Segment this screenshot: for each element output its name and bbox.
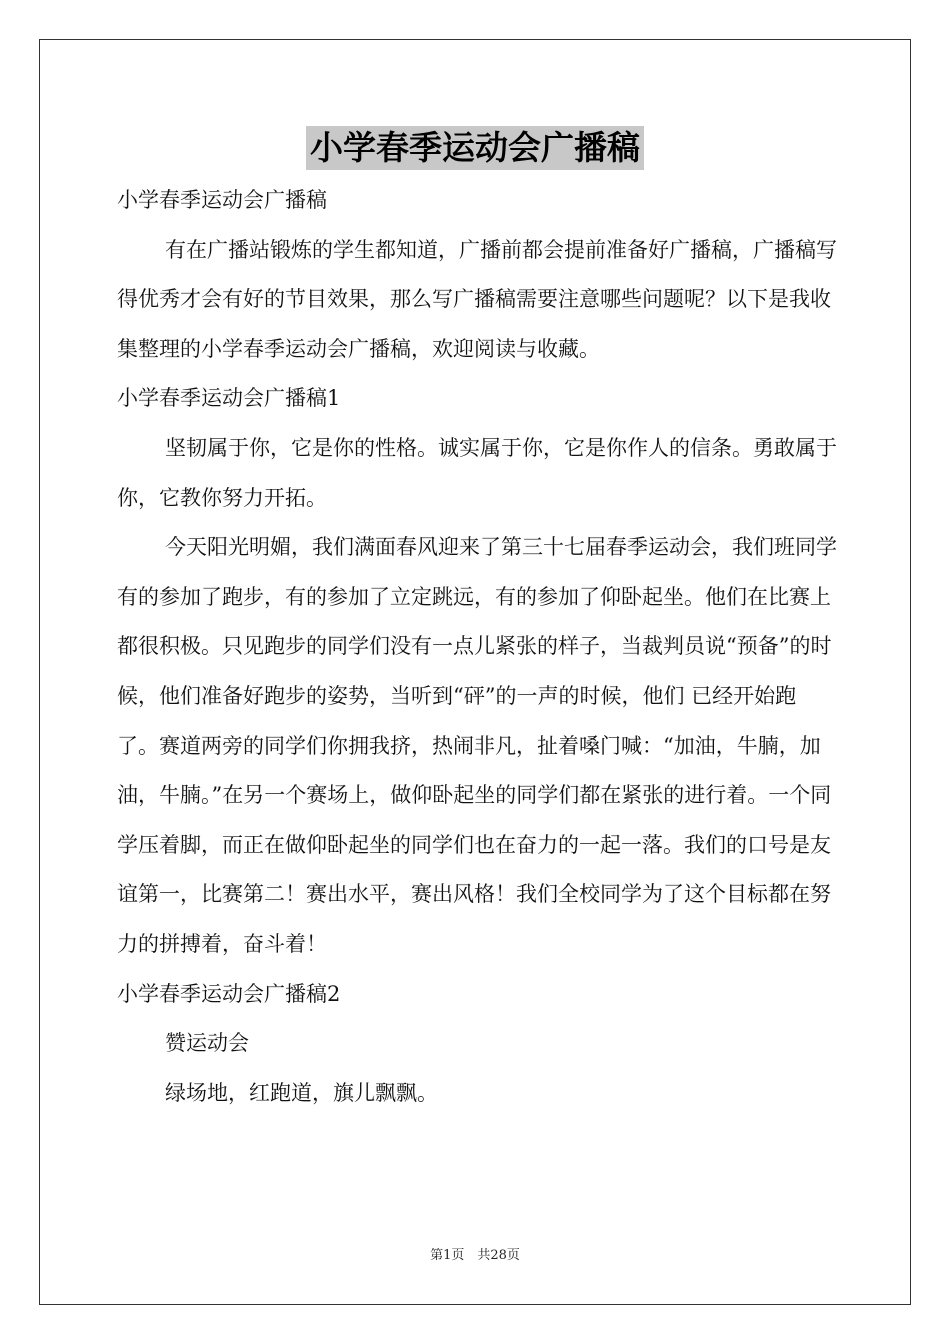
section-heading: 小学春季运动会广播稿2 [117, 981, 341, 1006]
document-body [117, 176, 837, 1118]
paragraph: 赞运动会 [165, 1031, 249, 1056]
paragraph: 今天阳光明媚，我们满面春风迎来了第三十七届春季运动会，我们班同学有的参加了跑步，有的参加了立定跳远，有的参加了仰卧起坐。他们在比赛上都很积极。只见跑步的同学们没有一点儿紧张的样子，当裁判员说“预备”的时候，他们准备好跑步的姿势，当听到“砰”的一声的时候，他们 已经开始跑了。赛道两旁的同学们你拥我挤，热闹非凡，扯着嗓门喊：“加油，牛腩，加油，牛腩。”在另一个赛场上，做仰卧起坐的同学们都在紧张的进行着。一个同学压着脚，而正在做仰卧起坐的同学们也在奋力的一起一落。我们的口号是友谊第一，比赛第二！赛出水平，赛出风格！我们全校同学为了这个目标都在努力的拼搏着，奋斗着！ [117, 535, 837, 956]
title-container [0, 126, 950, 170]
page-footer: 第1页 共28页 [430, 1248, 520, 1263]
paragraph: 小学春季运动会广播稿 [117, 188, 327, 212]
paragraph: 坚韧属于你，它是你的性格。诚实属于你，它是你作人的信条。勇敢属于你，它教你努力开拓。 [117, 435, 837, 510]
section-heading: 小学春季运动会广播稿1 [117, 386, 341, 411]
paragraph: 有在广播站锻炼的学生都知道，广播前都会提前准备好广播稿，广播稿写得优秀才会有好的节目效果，那么写广播稿需要注意哪些问题呢？以下是我收集整理的小学春季运动会广播稿，欢迎阅读与收藏。 [117, 237, 837, 361]
paragraph: 绿场地，红跑道，旗儿飘飘。 [165, 1080, 438, 1105]
document-title: 小学春季运动会广播稿 [306, 126, 644, 170]
